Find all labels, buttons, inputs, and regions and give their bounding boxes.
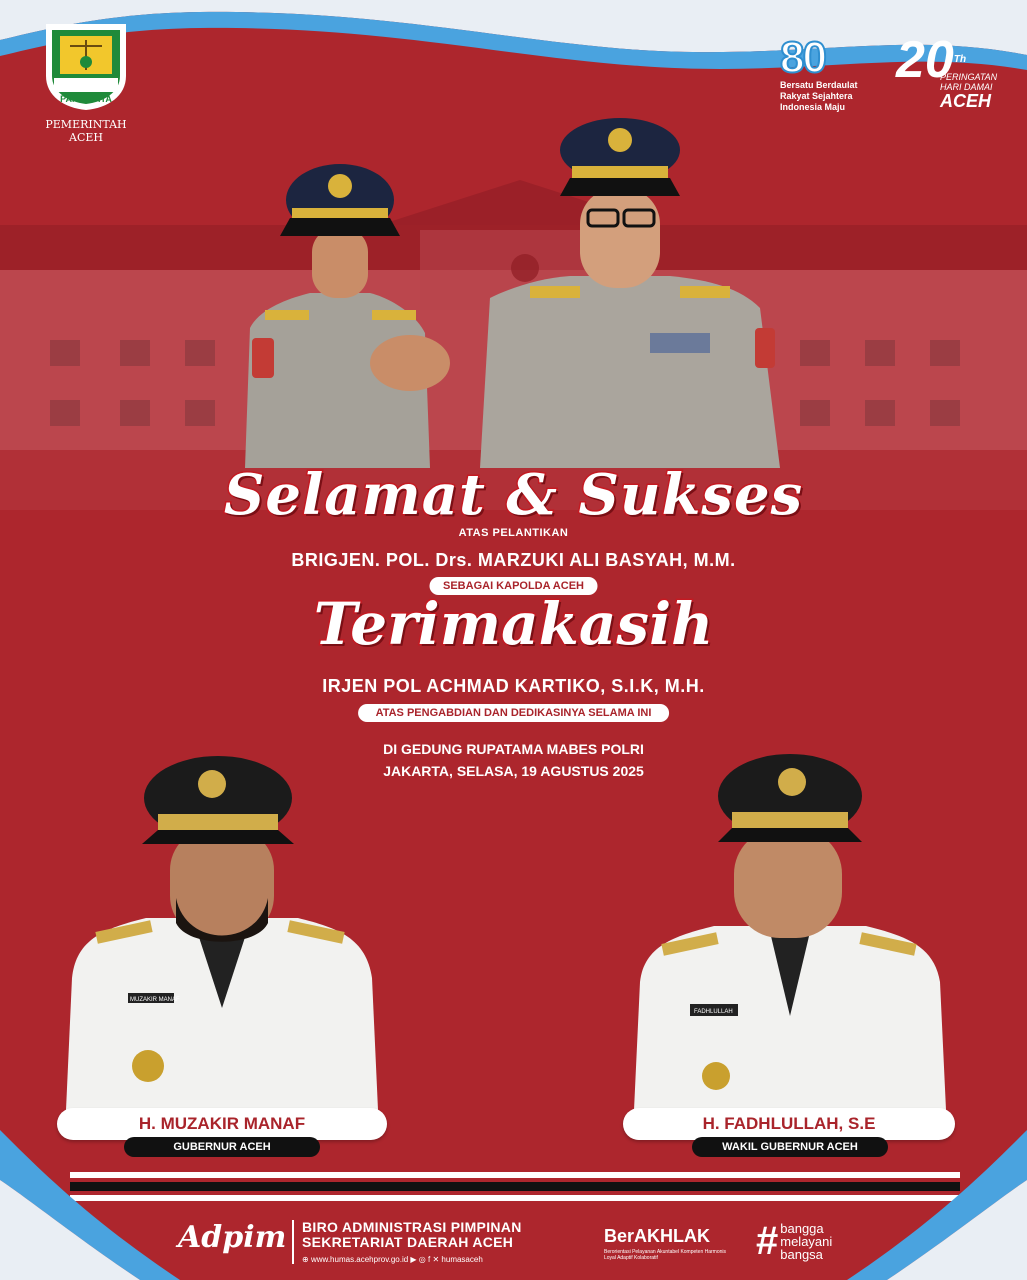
- governor-name-plate: H. MUZAKIR MANAF: [57, 1108, 387, 1140]
- logo-20-place: ACEH: [940, 91, 992, 111]
- emblem-text: PANCACITA: [60, 94, 112, 104]
- instagram-icon[interactable]: ◎: [418, 1255, 426, 1264]
- governor-role: GUBERNUR ACEH: [124, 1137, 320, 1157]
- position-badge: SEBAGAI KAPOLDA ACEH: [429, 577, 598, 595]
- logo-20-line: PERINGATAN: [940, 72, 998, 82]
- logo-80-line: Indonesia Maju: [780, 102, 846, 112]
- facebook-icon[interactable]: f: [428, 1255, 431, 1264]
- x-icon[interactable]: ✕: [432, 1255, 440, 1264]
- logo-80-line: Bersatu Berdaulat: [780, 80, 858, 90]
- pemerintah-aceh-logo: [34, 16, 138, 144]
- bangga-word: bangga: [780, 1221, 824, 1236]
- logo-80-number: 80: [780, 33, 825, 82]
- biro-info: [292, 1220, 522, 1264]
- vice-governor-portrait: [634, 746, 946, 1110]
- honoree-name-new-kapolda: BRIGJEN. POL. Drs. MARZUKI ALI BASYAH, M.M.: [291, 550, 736, 570]
- title-selamat-sukses: Selamat & Sukses: [223, 462, 804, 528]
- event-date: JAKARTA, SELASA, 19 AGUSTUS 2025: [383, 763, 644, 779]
- officer-left: [245, 164, 430, 468]
- subtitle-atas-pelantikan: ATAS PELANTIKAN: [458, 527, 569, 539]
- adpim-logo: [178, 1220, 286, 1255]
- hashtag-icon: #: [756, 1219, 779, 1263]
- logo-caption: PEMERINTAH ACEH: [45, 118, 127, 144]
- logo-20-line: HARI DAMAI: [940, 82, 993, 92]
- bangga-word: bangsa: [780, 1247, 823, 1262]
- social-handle[interactable]: humasaceh: [441, 1255, 483, 1264]
- hut-ri-80-logo: [780, 33, 892, 113]
- dedication-badge: ATAS PENGABDIAN DAN DEDIKASINYA SELAMA INI: [358, 704, 670, 722]
- bangga-melayani-bangsa-logo: [756, 1220, 832, 1262]
- honoree-name-former-kapolda: IRJEN POL ACHMAD KARTIKO, S.I.K, M.H.: [322, 676, 705, 696]
- berakhlak-subtitle: Berorientasi Pelayanan Akuntabel Kompeten Harmonis Loyal Adaptif Kolaboratif: [604, 1249, 727, 1261]
- logo-80-line: Rakyat Sejahtera: [780, 91, 853, 101]
- officer-right: [480, 118, 780, 468]
- logo-20-number: 20: [896, 31, 954, 89]
- handshake: [370, 335, 450, 391]
- berakhlak-logo: [604, 1226, 728, 1261]
- youtube-icon[interactable]: ▶: [410, 1255, 417, 1264]
- globe-icon: ⊕: [302, 1255, 309, 1264]
- vice-governor-name-tag: FADHLULLAH: [694, 1009, 733, 1015]
- bangga-word: melayani: [780, 1234, 833, 1249]
- vice-governor-role: WAKIL GUBERNUR ACEH: [692, 1137, 888, 1157]
- title-terimakasih: Terimakasih: [313, 590, 714, 658]
- adpim-text: Adpim: [178, 1220, 287, 1255]
- website-link[interactable]: www.humas.acehprov.go.id: [310, 1255, 409, 1264]
- hari-damai-aceh-logo: [896, 31, 1006, 111]
- event-venue: DI GEDUNG RUPATAMA MABES POLRI: [383, 741, 644, 757]
- logo-20-sup: Th: [953, 54, 967, 65]
- police-officers-handshake-photo: [240, 118, 790, 468]
- berakhlak-text: BerAKHLAK: [604, 1226, 711, 1246]
- biro-line-2: SEKRETARIAT DAERAH ACEH: [302, 1234, 514, 1250]
- governor-name-tag: MUZAKIR MANAF: [130, 997, 180, 1003]
- biro-line-1: BIRO ADMINISTRASI PIMPINAN: [302, 1219, 522, 1235]
- vice-governor-name-plate: H. FADHLULLAH, S.E: [623, 1108, 955, 1140]
- governor-portrait: [66, 748, 378, 1110]
